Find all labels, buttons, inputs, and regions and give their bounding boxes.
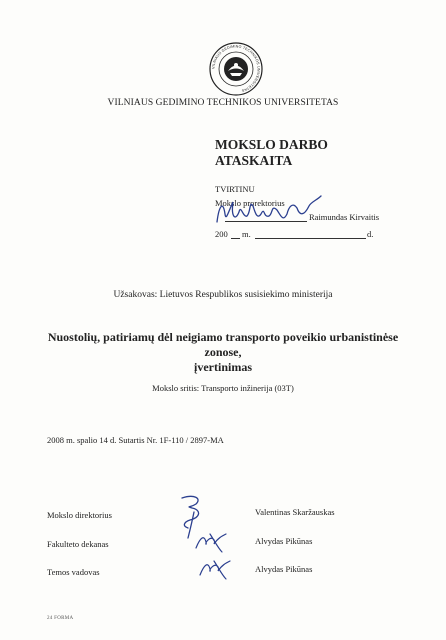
report-title-line1: MOKSLO DARBO (215, 137, 328, 152)
date-year-line (231, 238, 240, 239)
work-title (30, 330, 416, 375)
date-month-label: m. (242, 229, 251, 239)
prorector-signature (213, 192, 323, 230)
name-science-director: Valentinas Skaržauskas (255, 507, 335, 517)
work-title-line2: įvertinimas (194, 360, 252, 374)
signature-line (225, 221, 307, 222)
seal-ring-text: VILNIAUS GEDIMINO TECHNIKOS UNIVERSITETAS (211, 44, 261, 93)
role-topic-leader: Temos vadovas (47, 567, 100, 577)
name-topic-leader: Alvydas Pikūnas (255, 564, 313, 574)
university-seal-icon (209, 42, 263, 96)
form-code: 24 FORMA (47, 616, 74, 621)
role-science-director: Mokslo direktorius (47, 510, 112, 520)
report-title (215, 137, 328, 169)
prorector-name: Raimundas Kirvaitis (309, 212, 380, 222)
faculty-dean-signature (192, 528, 232, 554)
report-title-line2: ATASKAITA (215, 153, 293, 168)
name-faculty-dean: Alvydas Pikūnas (255, 536, 313, 546)
customer: Užsakovas: Lietuvos Respublikos susisiekimo ministerija (113, 290, 333, 300)
date-line (255, 238, 366, 239)
science-field: Mokslo sritis: Transporto inžinerija (03T) (152, 383, 294, 393)
topic-leader-signature (196, 555, 236, 581)
date-year: 200 (215, 229, 228, 239)
role-faculty-dean: Fakulteto dekanas (47, 539, 109, 549)
approval-label: TVIRTINU (215, 184, 255, 194)
contract-info: 2008 m. spalio 14 d. Sutartis Nr. 1F-110 / 2897-MA (47, 435, 224, 445)
date-day-label: d. (367, 229, 374, 239)
university-name: VILNIAUS GEDIMINO TECHNIKOS UNIVERSITETAS (107, 98, 339, 108)
work-title-line1: Nuostolių, patiriamų dėl neigiamo transporto poveikio urbanistinėse zonose, (47, 330, 399, 359)
approval-role: Mokslo prorektorius (215, 198, 285, 208)
